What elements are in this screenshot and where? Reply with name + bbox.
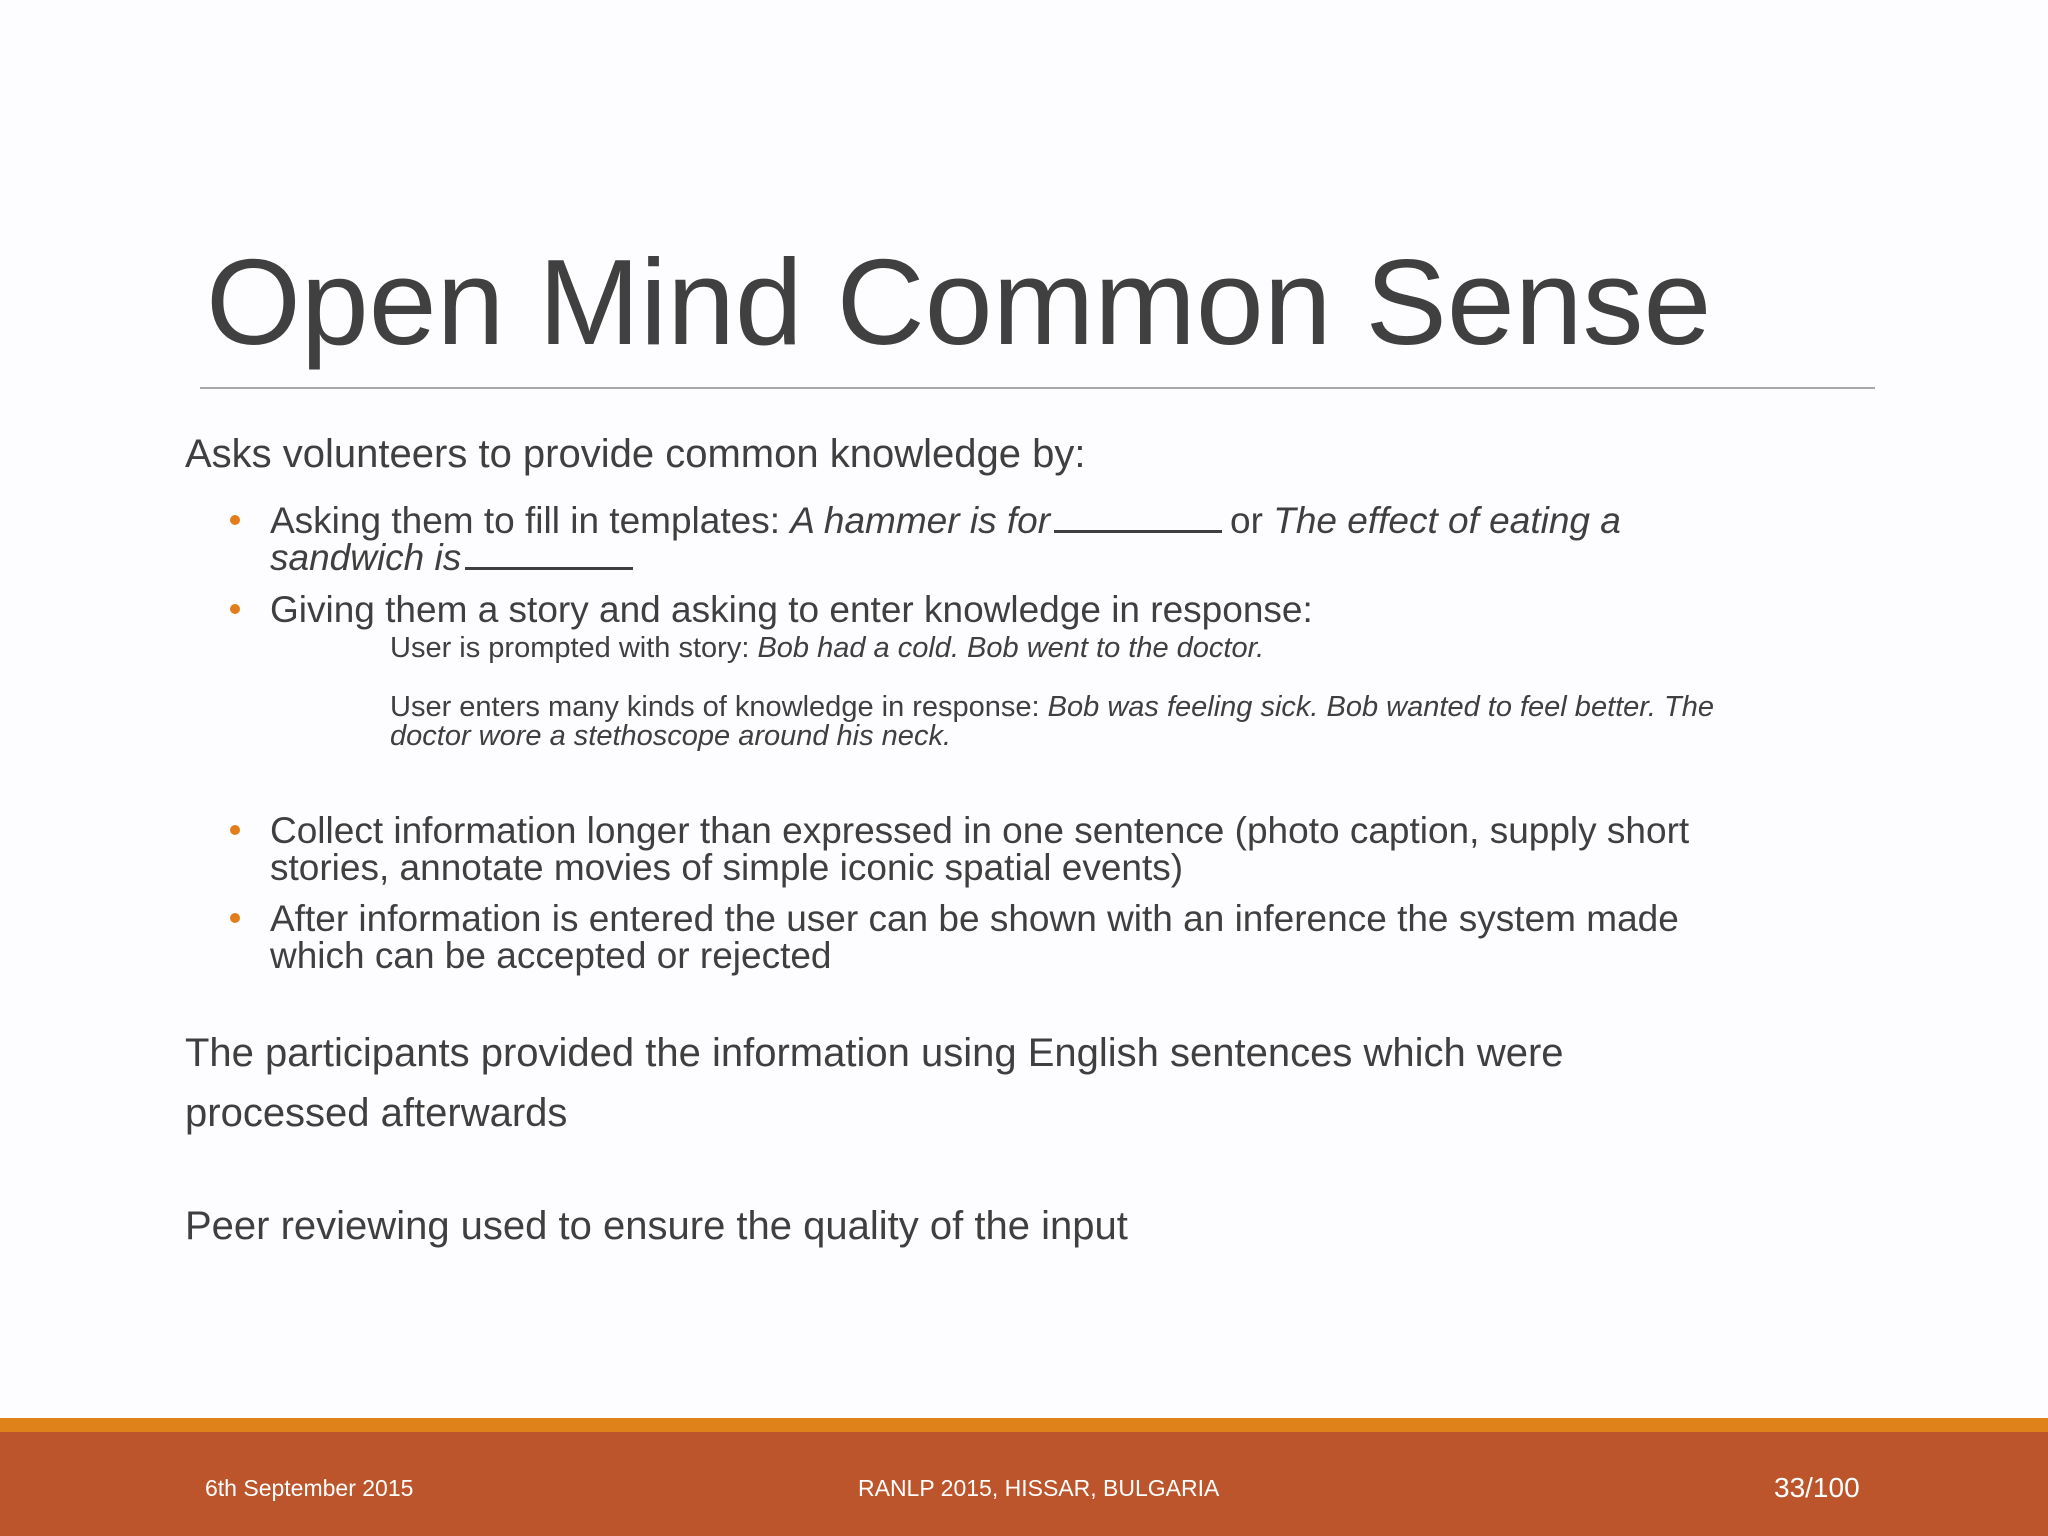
footer-accent-bar [0, 1418, 2048, 1432]
sub-item-text: User enters many kinds of knowledge in response: [390, 691, 1048, 723]
response-example-cont: doctor wore a stethoscope around his neck. [390, 720, 951, 752]
bullet-dot [230, 604, 240, 614]
template-example-b-cont: sandwich is [270, 537, 462, 578]
peer-review-text: Peer reviewing used to ensure the quality of the input [185, 1204, 1128, 1248]
template-example-b: The effect of eating a [1273, 500, 1621, 541]
title-divider [200, 387, 1875, 389]
response-example: Bob was feeling sick. Bob wanted to feel better. The [1047, 691, 1714, 723]
bullet-dot [230, 515, 240, 525]
sub-item-prompt [390, 634, 1264, 663]
blank-line [1054, 502, 1222, 533]
bullet-dot [230, 825, 240, 835]
participants-text: The participants provided the information using English sentences which were [185, 1031, 1564, 1075]
footer-date: 6th September 2015 [205, 1475, 414, 1501]
slide-number: 33/100 [1774, 1472, 1860, 1503]
bullet-templates-cont [270, 539, 641, 576]
sub-item-text: User is prompted with story: [390, 632, 758, 664]
slide-title: Open Mind Common Sense [206, 234, 1712, 370]
bullet-text: Asking them to fill in templates: [270, 500, 791, 541]
bullet-templates [270, 502, 1621, 539]
intro-text: Asks volunteers to provide common knowledge by: [185, 432, 1086, 476]
bullet-collect: Collect information longer than expressed in one sentence (photo caption, supply short [270, 810, 1690, 851]
bullet-text-or: or [1230, 500, 1274, 541]
bullet-collect-cont: stories, annotate movies of simple iconic spatial events) [270, 847, 1184, 888]
blank-line [465, 539, 633, 570]
template-example-a: A hammer is for [790, 500, 1051, 541]
bullet-dot [230, 913, 240, 923]
sub-item-response [390, 693, 1714, 722]
bullet-inference-cont: which can be accepted or rejected [270, 935, 832, 976]
footer-event: RANLP 2015, HISSAR, BULGARIA [858, 1475, 1220, 1501]
sub-item-response-cont [390, 722, 951, 751]
bullet-story: Giving them a story and asking to enter knowledge in response: [270, 589, 1313, 630]
participants-text-cont: processed afterwards [185, 1091, 568, 1135]
bullet-inference: After information is entered the user can be shown with an inference the system made [270, 898, 1679, 939]
story-example: Bob had a cold. Bob went to the doctor. [757, 632, 1265, 664]
